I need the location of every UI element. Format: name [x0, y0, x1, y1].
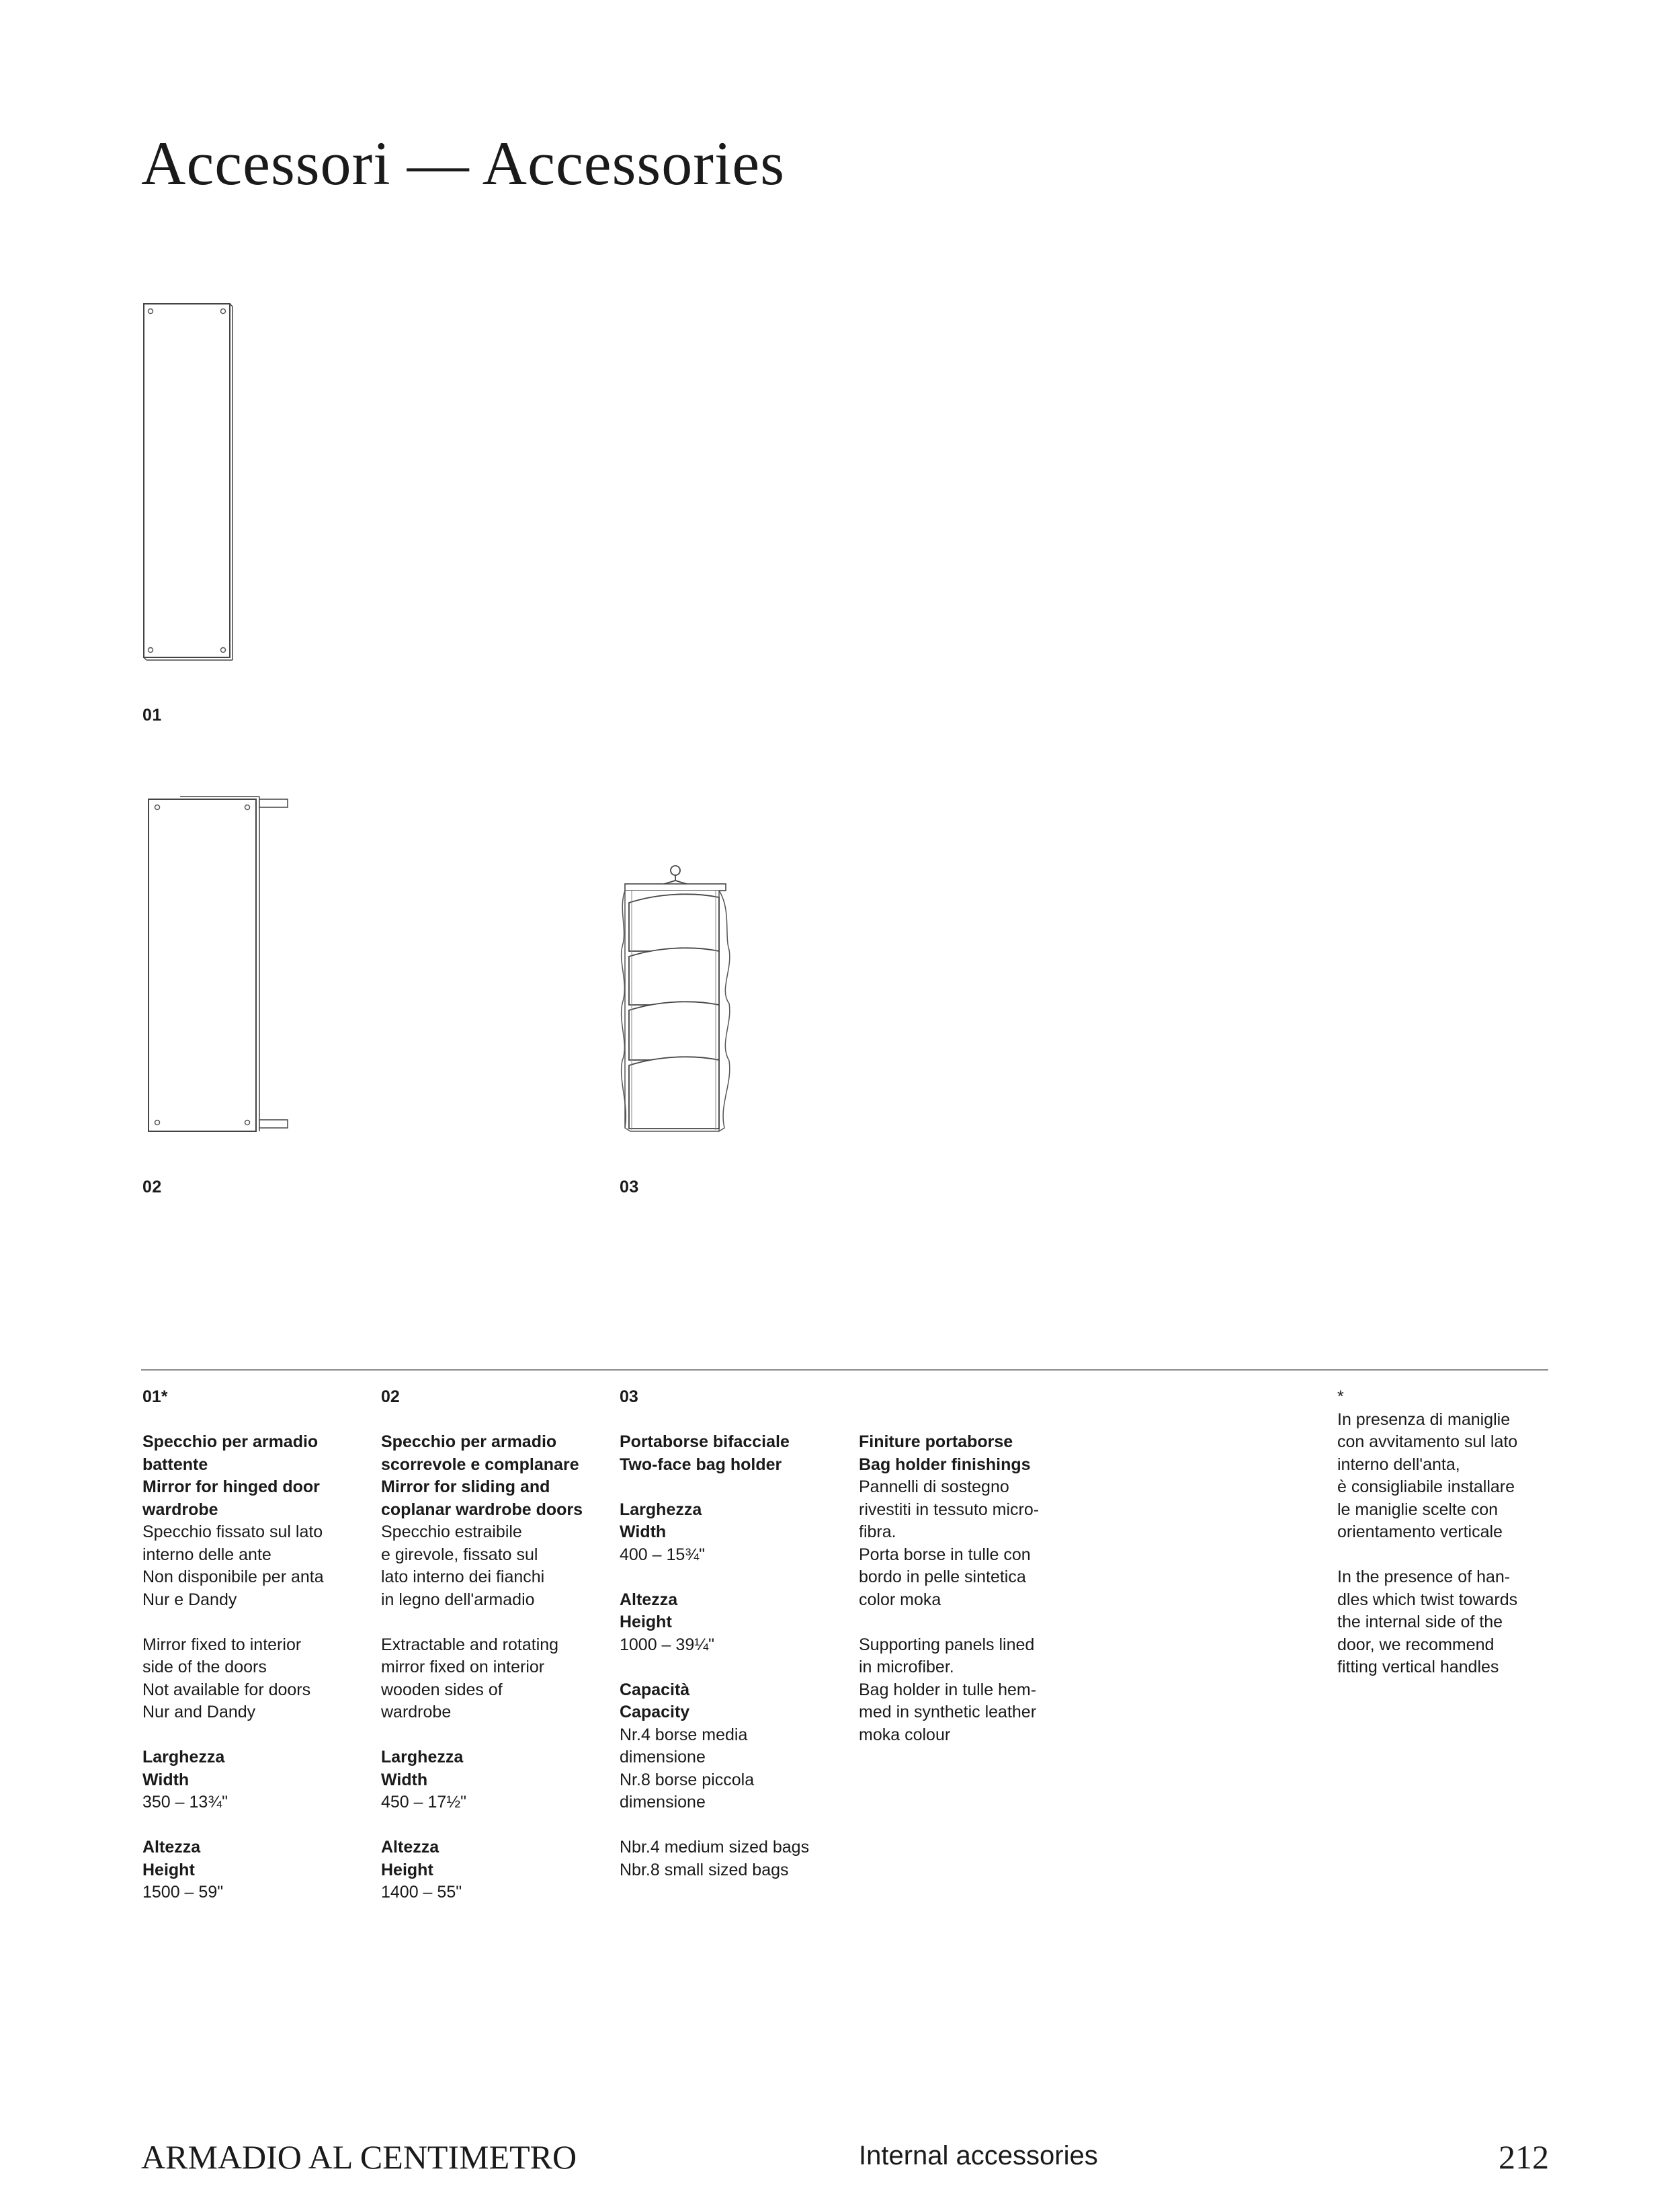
spec-line: fibra. [859, 1522, 896, 1541]
spec-line: mirror fixed on interior [381, 1658, 545, 1676]
spec-line: Non disponibile per anta [142, 1568, 324, 1586]
spec-line: Altezza [142, 1838, 201, 1857]
spec-line: Altezza [620, 1590, 678, 1609]
spec-spacer [859, 1386, 1081, 1409]
spec-line: Specchio per armadio [142, 1432, 319, 1451]
spec-line: Width [381, 1770, 428, 1789]
spec-spacer [620, 1409, 841, 1432]
spec-line: 450 – 17½" [381, 1793, 467, 1812]
spec-line: rivestiti in tessuto micro- [859, 1500, 1040, 1519]
spec-line: med in synthetic leather [859, 1703, 1037, 1721]
spec-line: Larghezza [142, 1748, 225, 1766]
spec-line: Width [620, 1522, 667, 1541]
footer-section-name: Internal accessories [859, 2141, 1098, 2170]
spec-line: Capacità [620, 1680, 690, 1699]
spec-line: In the presence of han- [1337, 1568, 1511, 1586]
spec-line: fitting vertical handles [1337, 1658, 1499, 1676]
spec-line: Bag holder in tulle hem- [859, 1680, 1037, 1699]
figure-label-02: 02 [142, 1178, 162, 1196]
spec-spacer [859, 1409, 1081, 1432]
spec-line: color moka [859, 1590, 941, 1609]
spec-line: 01* [142, 1387, 168, 1406]
spec-spacer [859, 1611, 1081, 1634]
spec-spacer [381, 1611, 603, 1634]
spec-line: Not available for doors [142, 1680, 311, 1699]
mirror-sliding-door-drawing [146, 795, 291, 1134]
spec-line: è consigliabile installare [1337, 1477, 1515, 1496]
spec-column-finishings [859, 1386, 1081, 1746]
footer-collection-name: ARMADIO AL CENTIMETRO [141, 2138, 577, 2176]
spec-spacer [381, 1814, 603, 1837]
spec-line: the internal side of the [1337, 1613, 1503, 1631]
spec-line: 03 [620, 1387, 638, 1406]
spec-line: scorrevole e complanare [381, 1455, 579, 1474]
spec-line: door, we recommend [1337, 1635, 1495, 1654]
spec-line: wardrobe [142, 1500, 218, 1519]
spec-line: Capacity [620, 1703, 690, 1721]
spec-line: wardrobe [381, 1703, 452, 1721]
spec-line: Specchio per armadio [381, 1432, 557, 1451]
spec-line: Extractable and rotating [381, 1635, 559, 1654]
spec-line: Larghezza [381, 1748, 464, 1766]
spec-line: Mirror for sliding and [381, 1477, 550, 1496]
spec-spacer [1337, 1544, 1559, 1567]
spec-spacer [620, 1476, 841, 1499]
spec-line: le maniglie scelte con [1337, 1500, 1499, 1519]
spec-line: Mirror for hinged door [142, 1477, 320, 1496]
spec-line: 1500 – 59" [142, 1883, 224, 1902]
spec-line: bordo in pelle sintetica [859, 1568, 1026, 1586]
spec-line: moka colour [859, 1725, 951, 1744]
spec-line: Nr.8 borse piccola [620, 1770, 755, 1789]
spec-spacer [142, 1814, 364, 1837]
spec-line: Two-face bag holder [620, 1455, 782, 1474]
bag-holder-drawing [618, 862, 732, 1135]
page-title: Accessori — Accessories [141, 129, 786, 198]
spec-spacer [620, 1656, 841, 1679]
spec-line: lato interno dei fianchi [381, 1568, 545, 1586]
spec-line: Altezza [381, 1838, 439, 1857]
spec-line: Height [381, 1860, 433, 1879]
spec-spacer [142, 1724, 364, 1747]
spec-line: con avvitamento sul lato [1337, 1432, 1518, 1451]
spec-line: Bag holder finishings [859, 1455, 1031, 1474]
spec-line: Larghezza [620, 1500, 702, 1519]
spec-line: Mirror fixed to interior [142, 1635, 302, 1654]
spec-spacer [142, 1611, 364, 1634]
spec-line: 1000 – 39¼" [620, 1635, 714, 1654]
figure-label-01: 01 [142, 706, 162, 725]
spec-line: Nbr.4 medium sized bags [620, 1838, 810, 1857]
spec-column-02 [381, 1386, 603, 1904]
spec-spacer [381, 1409, 603, 1432]
spec-line: Finiture portaborse [859, 1432, 1013, 1451]
spec-column-note [1337, 1386, 1559, 1679]
spec-line: dimensione [620, 1748, 706, 1766]
spec-line: Pannelli di sostegno [859, 1477, 1009, 1496]
spec-line: Specchio fissato sul lato [142, 1522, 323, 1541]
spec-line: orientamento verticale [1337, 1522, 1503, 1541]
spec-column-01 [142, 1386, 364, 1904]
spec-line: in legno dell'armadio [381, 1590, 535, 1609]
spec-line: coplanar wardrobe doors [381, 1500, 583, 1519]
spec-line: 02 [381, 1387, 400, 1406]
spec-line: side of the doors [142, 1658, 267, 1676]
spec-line: interno delle ante [142, 1545, 271, 1564]
spec-line: wooden sides of [381, 1680, 503, 1699]
spec-line: 1400 – 55" [381, 1883, 462, 1902]
spec-line: dimensione [620, 1793, 706, 1812]
spec-spacer [620, 1814, 841, 1837]
spec-line: interno dell'anta, [1337, 1455, 1460, 1474]
spec-line: Width [142, 1770, 190, 1789]
spec-line: e girevole, fissato sul [381, 1545, 538, 1564]
spec-column-03 [620, 1386, 841, 1881]
spec-line: Portaborse bifacciale [620, 1432, 790, 1451]
spec-line: 350 – 13¾" [142, 1793, 228, 1812]
spec-line: Nur e Dandy [142, 1590, 237, 1609]
spec-spacer [142, 1409, 364, 1432]
spec-line: Height [142, 1860, 195, 1879]
mirror-hinged-door-drawing [141, 302, 235, 662]
figure-label-03: 03 [620, 1178, 639, 1196]
spec-spacer [620, 1566, 841, 1589]
spec-line: Specchio estraibile [381, 1522, 522, 1541]
spec-line: * [1337, 1387, 1344, 1406]
spec-line: Nur and Dandy [142, 1703, 256, 1721]
spec-line: battente [142, 1455, 208, 1474]
section-divider [141, 1369, 1548, 1371]
spec-line: Supporting panels lined [859, 1635, 1035, 1654]
spec-line: Porta borse in tulle con [859, 1545, 1031, 1564]
spec-line: Nr.4 borse media [620, 1725, 748, 1744]
spec-line: In presenza di maniglie [1337, 1410, 1511, 1429]
spec-line: Nbr.8 small sized bags [620, 1860, 789, 1879]
spec-line: dles which twist towards [1337, 1590, 1518, 1609]
spec-line: Height [620, 1613, 672, 1631]
spec-spacer [381, 1724, 603, 1747]
spec-line: 400 – 15¾" [620, 1545, 706, 1564]
spec-line: in microfiber. [859, 1658, 954, 1676]
footer-page-number: 212 [1499, 2138, 1549, 2176]
